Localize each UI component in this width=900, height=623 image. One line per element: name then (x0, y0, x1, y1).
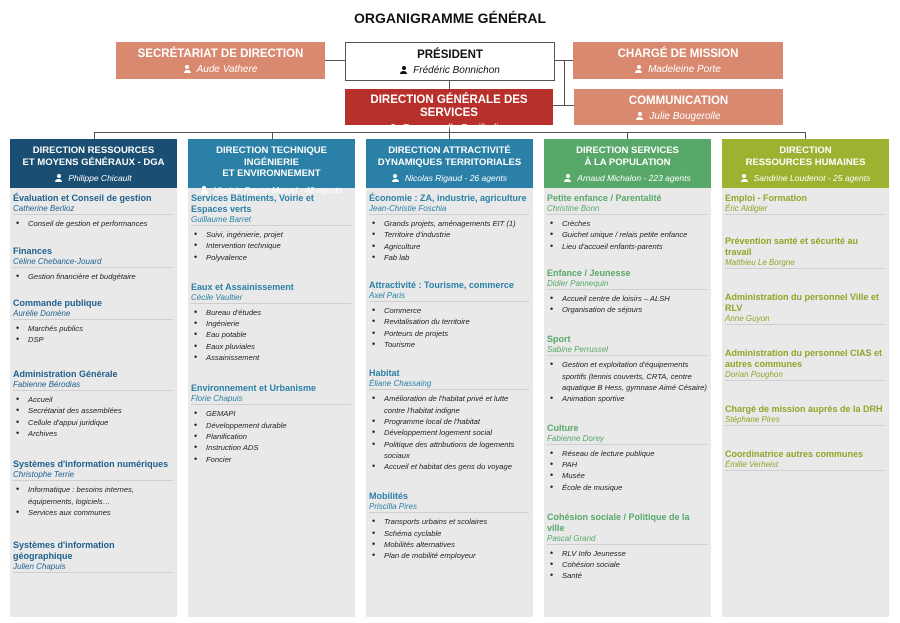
service-title: Mobilités (369, 491, 409, 502)
service-lead: Pascal Grand (547, 534, 707, 545)
service-section (547, 512, 707, 582)
service-section (13, 246, 173, 282)
service-lead: Jean-Christie Foschia (369, 204, 529, 215)
service-title: Administration Générale (13, 369, 118, 380)
service-title: Attractivité : Tourisme, commerce (369, 280, 514, 291)
charge-mission-title: CHARGÉ DE MISSION (617, 48, 739, 60)
direction-column (188, 139, 355, 617)
secretariat-box (116, 42, 325, 79)
service-title: Cohésion sociale / Politique de la ville (547, 511, 690, 533)
service-items (369, 218, 529, 263)
direction-body (10, 188, 177, 573)
service-lead: Guillaume Barret (191, 215, 351, 226)
direction-header (10, 139, 177, 188)
service-items (547, 293, 707, 316)
charge-mission-box (573, 42, 783, 79)
service-section (725, 449, 885, 471)
direction-column (10, 139, 177, 617)
service-items (191, 408, 351, 464)
service-section (547, 193, 707, 252)
service-item: • Accueil centre de loisirs – ALSH (547, 293, 707, 304)
person-icon (636, 112, 643, 120)
service-lead: Fabienne Bérodias (13, 380, 173, 391)
service-title: Coordinatrice autres communes (725, 449, 864, 459)
service-items (369, 305, 529, 350)
service-item: • Santé (547, 570, 707, 581)
service-section (547, 423, 707, 493)
service-items (191, 229, 351, 263)
service-section (369, 491, 529, 561)
direction-body (366, 188, 533, 562)
service-item: • PAH (547, 459, 707, 470)
service-lead: Christine Bonn (547, 204, 707, 215)
service-item: • Fab lab (369, 252, 529, 263)
connector-col-2 (272, 132, 273, 139)
service-item: • Amélioration de l'habitat privé et lutte contre l'habitat indigne (369, 393, 529, 416)
service-item: • Ingénierie (191, 318, 351, 329)
connector-col-4 (627, 132, 628, 139)
direction-column (544, 139, 711, 617)
communication-person: Julie Bougerolle (574, 111, 783, 122)
direction-title-line2: ET ENVIRONNEMENT (222, 168, 321, 179)
service-item: • Agriculture (369, 241, 529, 252)
service-title: Systèmes d'information numériques (13, 459, 169, 470)
service-item: • Programme local de l'habitat (369, 416, 529, 427)
direction-head-person-name: Nicolas Rigaud - 26 agents (404, 173, 508, 183)
direction-head-person-name: Sandrine Loudenot - 25 agents (753, 173, 871, 183)
service-lead: Catherine Berlioz (13, 204, 173, 215)
direction-title-line1: DIRECTION RESSOURCES (32, 145, 155, 156)
connector-col-5 (805, 132, 806, 139)
service-item: • Intervention technique (191, 240, 351, 251)
service-lead: Florie Chapuis (191, 394, 351, 405)
service-item: • Cellule d'appui juridique (13, 417, 173, 428)
service-title: Petite enfance / Parentalité (547, 193, 662, 203)
service-items (13, 218, 173, 229)
direction-head-person-name: Arnaud Michalon - 223 agents (577, 173, 691, 183)
direction-header (188, 139, 355, 195)
direction-body (188, 188, 355, 465)
service-item: • Informatique : besoins internes, équipements, logiciels… (13, 484, 173, 507)
service-lead: Priscilla Pires (369, 502, 529, 513)
service-section (13, 298, 173, 346)
direction-header (722, 139, 889, 188)
service-title: Chargé de mission auprès de la DRH (725, 404, 883, 414)
service-item: • Gestion financière et budgétaire (13, 271, 173, 282)
service-lead: Éliane Chassaing (369, 379, 529, 390)
service-title: Commande publique (13, 297, 103, 308)
secretariat-title: SECRÉTARIAT DE DIRECTION (137, 48, 304, 60)
service-item: • Eaux pluviales (191, 341, 351, 352)
connector-vertical-main (449, 81, 450, 89)
service-section (547, 334, 707, 404)
service-item: • RLV Info Jeunesse (547, 548, 707, 559)
direction-body (722, 188, 889, 471)
person-icon (55, 174, 62, 182)
connector-col-1 (94, 132, 95, 139)
connector-communication-v (564, 60, 565, 105)
direction-title-line1: DIRECTION SERVICES (576, 145, 679, 156)
service-title: Finances (13, 246, 53, 257)
service-lead: Sabine Perrussel (547, 345, 707, 356)
service-items (547, 359, 707, 404)
service-items (547, 448, 707, 493)
service-item: • Organisation de séjours (547, 304, 707, 315)
service-item: • Accueil (13, 394, 173, 405)
service-items (13, 394, 173, 439)
service-item: • Conseil de gestion et performances (13, 218, 173, 229)
service-lead: Cécile Vaultier (191, 293, 351, 304)
service-title: Services Bâtiments, Voirie et Espaces verts (191, 193, 314, 214)
direction-header (544, 139, 711, 188)
service-section (191, 383, 351, 464)
president-person: Frédéric Bonnichon (346, 65, 554, 76)
service-item: • Cohésion sociale (547, 559, 707, 570)
service-title: Économie : ZA, industrie, agriculture (369, 193, 527, 203)
direction-head-person-name: Philippe Chicault (68, 173, 132, 183)
direction-head-person (366, 173, 533, 183)
service-item: • Politique des attributions de logements sociaux (369, 439, 529, 462)
person-icon (564, 174, 571, 182)
service-lead: Matthieu Le Borgne (725, 258, 885, 269)
service-lead: Anne Guyon (725, 314, 885, 325)
service-item: • GEMAPI (191, 408, 351, 419)
service-section (725, 292, 885, 325)
service-item: • Transports urbains et scolaires (369, 516, 529, 527)
service-item: • Mobilités alternatives (369, 539, 529, 550)
service-item: • Eau potable (191, 329, 351, 340)
service-item: • Foncier (191, 454, 351, 465)
service-item: • Développement logement social (369, 427, 529, 438)
service-item: • DSP (13, 334, 173, 345)
president-box (345, 42, 555, 81)
service-lead: Dorian Poughon (725, 370, 885, 381)
person-icon (400, 66, 407, 74)
direction-head-person (10, 173, 177, 183)
communication-title: COMMUNICATION (628, 95, 729, 107)
service-section (13, 193, 173, 229)
service-section (725, 193, 885, 215)
service-item: • Archives (13, 428, 173, 439)
service-item: • Marchés publics (13, 323, 173, 334)
service-item: • Bureau d'études (191, 307, 351, 318)
service-item: • Guichet unique / relais petite enfance (547, 229, 707, 240)
service-item: • Accueil et habitat des gens du voyage (369, 461, 529, 472)
direction-title-line1: DIRECTION ATTRACTIVITÉ (388, 145, 511, 156)
direction-title-line1: DIRECTION (779, 145, 832, 156)
direction-head-person (544, 173, 711, 183)
direction-title-line2: DYNAMIQUES TERRITORIALES (377, 156, 522, 168)
service-item: • Instruction ADS (191, 442, 351, 453)
service-section (725, 404, 885, 426)
service-item: • Réseau de lecture publique (547, 448, 707, 459)
service-items (547, 548, 707, 582)
service-items (369, 393, 529, 472)
service-items (547, 218, 707, 252)
direction-title-line2: RESSOURCES HUMAINES (745, 156, 866, 168)
service-item: • École de musique (547, 482, 707, 493)
service-lead: Didier Pannequin (547, 279, 707, 290)
service-item: • Polyvalence (191, 252, 351, 263)
direction-column (366, 139, 533, 617)
service-item: • Services aux communes (13, 507, 173, 518)
service-item: • Suivi, ingénierie, projet (191, 229, 351, 240)
direction-column (722, 139, 889, 617)
service-item: • Commerce (369, 305, 529, 316)
person-icon (392, 174, 399, 182)
service-section (725, 348, 885, 381)
service-lead: Axel Paris (369, 291, 529, 302)
service-item: • Gestion et exploitation d'équipements sportifs (tennis couverts, CRTA, centre aquatique B Hess, gymnase Aimé Césaire) (547, 359, 707, 393)
service-title: Eaux et Assainissement (191, 281, 294, 292)
service-section (13, 459, 173, 518)
service-lead: Julien Chapuis (13, 562, 173, 573)
service-items (191, 307, 351, 363)
service-title: Prévention santé et sécurité au travail (725, 236, 859, 257)
service-section (13, 540, 173, 573)
service-section (725, 236, 885, 269)
direction-header (366, 139, 533, 188)
direction-title-line1: DIRECTION TECHNIQUE INGÉNIERIE (216, 145, 327, 168)
person-icon (635, 65, 642, 73)
direction-head-person-name: Virginie Peyrot-Marcel - 46 agents (213, 184, 343, 195)
secretariat-person: Aude Vathere (116, 64, 325, 75)
page-title: ORGANIGRAMME GÉNÉRAL (353, 10, 547, 26)
direction-head-person (722, 173, 889, 183)
service-title: Évaluation et Conseil de gestion (13, 193, 152, 203)
person-icon (741, 174, 748, 182)
service-section (369, 368, 529, 472)
service-title: Administration du personnel Ville et RLV (725, 292, 879, 313)
service-items (13, 271, 173, 282)
service-item: • Revitalisation du territoire (369, 316, 529, 327)
service-section (13, 369, 173, 439)
service-lead: Céline Chebance-Jouard (13, 257, 173, 268)
person-icon (389, 124, 396, 132)
service-title: Emploi - Formation (725, 193, 807, 203)
service-title: Systèmes d'information géographique (13, 540, 115, 562)
service-title: Administration du personnel CIAS et autres communes (725, 348, 883, 369)
service-lead: Émilie Verheist (725, 460, 885, 471)
service-section (191, 193, 351, 263)
person-icon (201, 186, 208, 194)
service-item: • Plan de mobilité employeur (369, 550, 529, 561)
service-items (13, 323, 173, 346)
service-title: Habitat (369, 368, 400, 379)
service-item: • Développement durable (191, 420, 351, 431)
service-lead: Stéphane Pires (725, 415, 885, 426)
service-item: • Planification (191, 431, 351, 442)
direction-title-line2: ET MOYENS GÉNÉRAUX - DGA (22, 156, 165, 168)
service-item: • Musée (547, 470, 707, 481)
service-item: • Porteurs de projets (369, 328, 529, 339)
charge-mission-person: Madeleine Porte (573, 64, 783, 75)
service-lead: Christophe Terrie (13, 470, 173, 481)
service-item: • Crèches (547, 218, 707, 229)
service-item: • Secrétariat des assemblées (13, 405, 173, 416)
service-title: Environnement et Urbanisme (191, 383, 317, 394)
dgs-title: DIRECTION GÉNÉRALE DES SERVICES (370, 94, 528, 119)
service-item: • Tourisme (369, 339, 529, 350)
service-title: Enfance / Jeunesse (547, 267, 631, 278)
service-section (191, 282, 351, 363)
service-section (369, 193, 529, 263)
service-section (369, 280, 529, 350)
service-item: • Animation sportive (547, 393, 707, 404)
president-title: PRÉSIDENT (417, 49, 483, 61)
service-lead: Aurélie Domène (13, 309, 173, 320)
connector-secretariat (325, 60, 345, 61)
service-item: • Assainissement (191, 352, 351, 363)
service-title: Culture (547, 422, 579, 433)
service-item: • Grands projets, aménagements EIT (1) (369, 218, 529, 229)
service-item: • Territoire d'industrie (369, 229, 529, 240)
dgs-person: Emmanuelle Fouilladieu (345, 123, 553, 134)
connector-communication-h (553, 105, 574, 106)
service-item: • Lieu d'accueil enfants-parents (547, 241, 707, 252)
service-lead: Éric Aldigier (725, 204, 885, 215)
service-items (369, 516, 529, 561)
service-items (13, 484, 173, 518)
service-title: Sport (547, 334, 571, 345)
service-lead: Fabienne Dorey (547, 434, 707, 445)
service-section (547, 268, 707, 316)
dgs-box (345, 89, 553, 134)
communication-box (574, 89, 783, 125)
person-icon (184, 65, 191, 73)
direction-title-line2: À LA POPULATION (584, 156, 671, 168)
service-item: • Schéma cyclable (369, 528, 529, 539)
direction-body (544, 188, 711, 582)
